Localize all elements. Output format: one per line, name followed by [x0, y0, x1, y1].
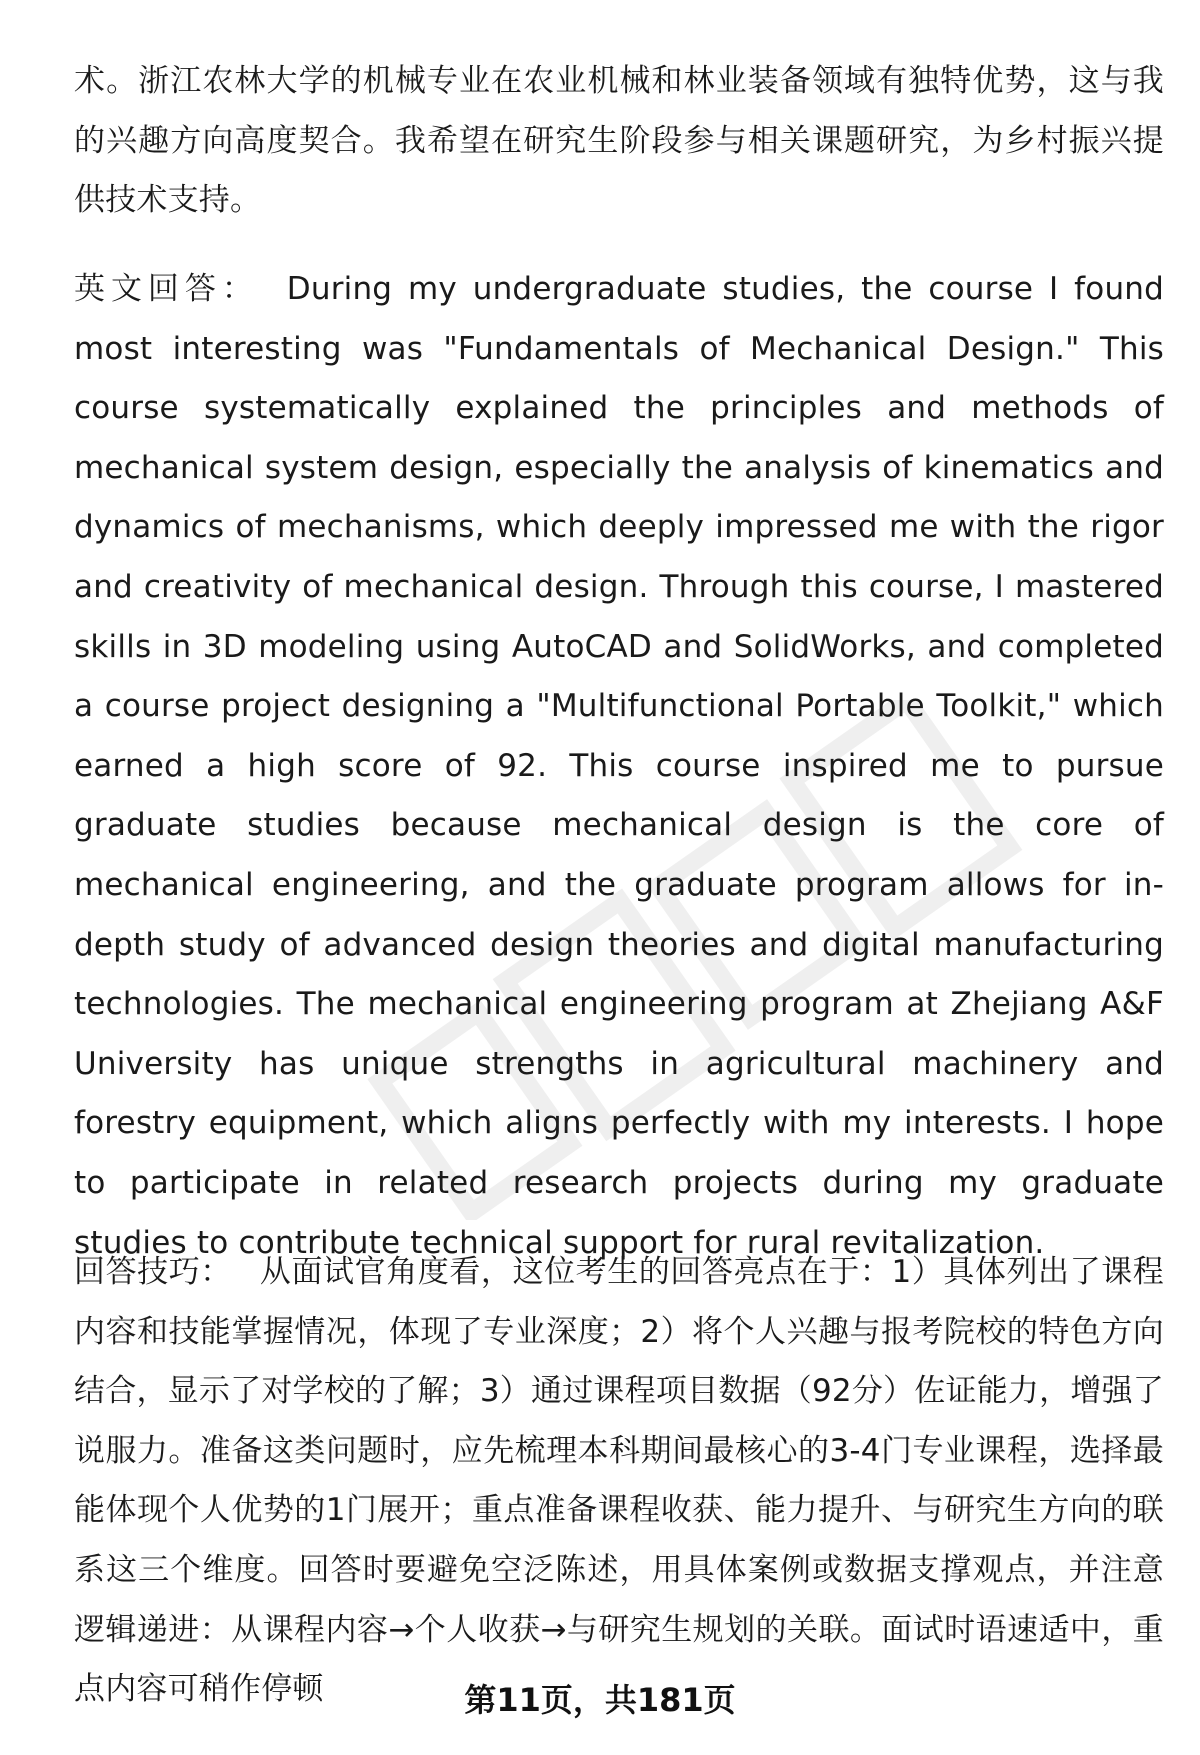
answer-tips-label: 回答技巧：: [74, 1254, 232, 1290]
english-answer-label: 英文回答：: [74, 271, 259, 307]
answer-tips-text: 从面试官角度看，这位考生的回答亮点在于：1）具体列出了课程内容和技能掌握情况，体现了专业深度；2）将个人兴趣与报考院校的特色方向结合，显示了对学校的了解；3）通过课程项目数据（92分）佐证能力，增强了说服力。准备这类问题时，应先梳理本科期间最核心的3-4门专业课程，选择最能体现个人优势的1门展开；重点准备课程收获、能力提升、与研究生方向的联系这三个维度。回答时要避免空泛陈述，用具体案例或数据支撑观点，并注意逻辑递进：从课程内容→个人收获→与研究生规划的关联。面试时语速适中，重点内容可稍作停顿: [74, 1254, 1164, 1708]
page-number: 第11页，共181页: [464, 1681, 736, 1719]
continuation-paragraph: 术。浙江农林大学的机械专业在农业机械和林业装备领域有独特优势，这与我的兴趣方向高度契合。我希望在研究生阶段参与相关课题研究，为乡村振兴提供技术支持。: [74, 63, 1164, 219]
answer-tips-paragraph: [74, 1243, 1164, 1720]
english-answer-paragraph: [74, 260, 1164, 1273]
english-answer-text: During my undergraduate studies, the course I found most interesting was "Fundamentals of Mechanical Design." This course systematically explained the principles and methods of mechanical system design, especially the analysis of kinematics and dynamics of mechanisms, which deeply impressed me with the rigor and creativity of mechanical design. Through this course, I mastered skills in 3D modeling using AutoCAD and SolidWorks, and completed a course project designing a "Multifunctional Portable Toolkit," which earned a high score of 92. This course inspired me to pursue graduate studies because mechanical design is the core of mechanical engineering, and the graduate program allows for in-depth study of advanced design theories and digital manufacturing technologies. The mechanical engineering program at Zhejiang A&F University has unique strengths in agricultural machinery and forestry equipment, which aligns perfectly with my interests. I hope to participate in related research projects during my graduate studies to contribute technical support for rural revitalization.: [74, 271, 1165, 1261]
